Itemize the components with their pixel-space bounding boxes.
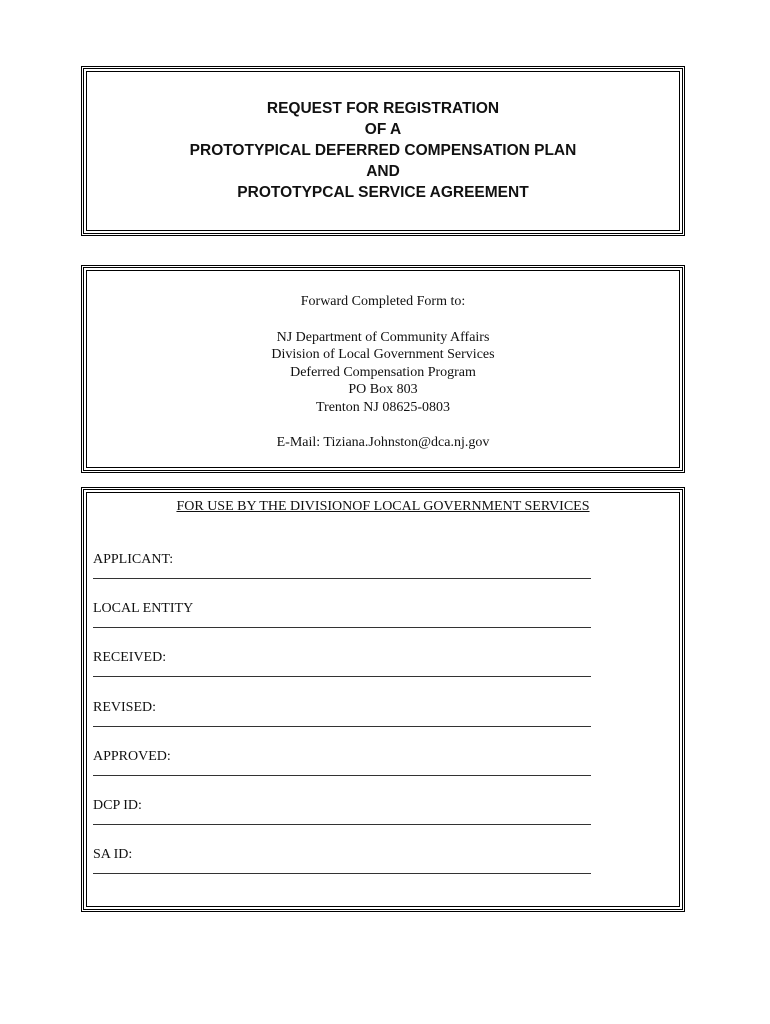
- field-label: APPLICANT:: [93, 552, 174, 567]
- contact-email: E-Mail: Tiziana.Johnston@dca.nj.gov: [276, 435, 490, 450]
- forward-heading: Forward Completed Form to:: [300, 294, 466, 309]
- approved-entry-line[interactable]: [93, 775, 591, 776]
- dcp-id-entry-line[interactable]: [93, 824, 591, 825]
- title-line: OF A: [364, 121, 402, 138]
- mailing-address: [87, 293, 679, 452]
- field-label: DCP ID:: [93, 797, 142, 813]
- field-sa-id: [93, 847, 591, 896]
- office-use-box: [81, 487, 685, 912]
- field-received: [93, 650, 591, 699]
- revised-entry-line[interactable]: [93, 726, 591, 727]
- field-label: RECEIVED:: [93, 650, 167, 666]
- title-line: AND: [366, 163, 400, 180]
- field-label: LOCAL ENTITY: [93, 601, 194, 617]
- field-applicant: [93, 552, 591, 601]
- address-line: Division of Local Government Services: [271, 347, 495, 362]
- received-entry-line[interactable]: [93, 676, 591, 677]
- field-label: REVISED:: [93, 699, 156, 715]
- title-box: [81, 66, 685, 236]
- title-line: REQUEST FOR REGISTRATION: [266, 100, 500, 117]
- field-label: SA ID:: [93, 847, 133, 863]
- address-line: PO Box 803: [348, 382, 418, 397]
- field-approved: [93, 749, 591, 798]
- form-title: [87, 98, 679, 203]
- sa-id-entry-line[interactable]: [93, 873, 591, 874]
- field-revised: [93, 700, 591, 749]
- applicant-entry-line[interactable]: [93, 578, 591, 579]
- address-line: Trenton NJ 08625-0803: [315, 399, 451, 415]
- field-label: APPROVED:: [93, 748, 171, 764]
- local-entity-entry-line[interactable]: [93, 627, 591, 628]
- title-line: PROTOTYPICAL DEFERRED COMPENSATION PLAN: [189, 142, 577, 159]
- field-dcp-id: [93, 798, 591, 847]
- office-use-heading: FOR USE BY THE DIVISIONOF LOCAL GOVERNMENT SERVICES: [176, 499, 590, 514]
- title-line: PROTOTYPCAL SERVICE AGREEMENT: [237, 184, 529, 201]
- forward-address-box: [81, 265, 685, 473]
- field-local-entity: [93, 601, 591, 650]
- office-use-fields: [93, 552, 591, 896]
- address-line: NJ Department of Community Affairs: [276, 329, 490, 345]
- address-line: Deferred Compensation Program: [290, 364, 476, 380]
